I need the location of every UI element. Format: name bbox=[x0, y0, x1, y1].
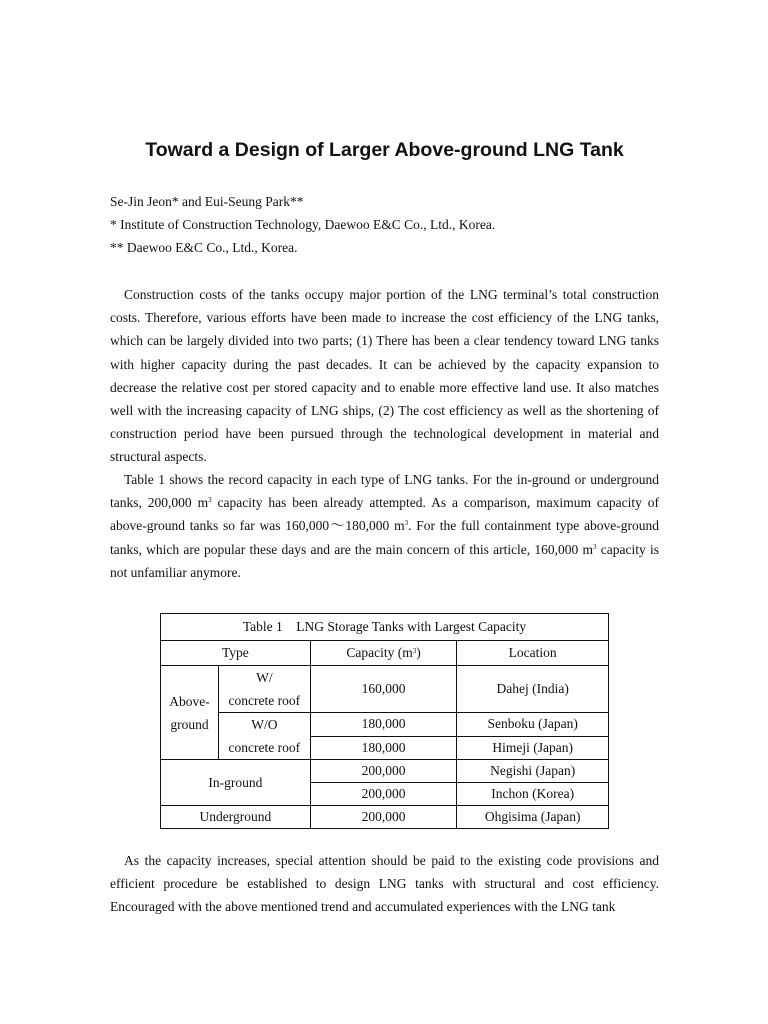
header-location: Location bbox=[457, 641, 609, 666]
superscript-3: 3 bbox=[208, 496, 212, 505]
paragraph-2-part-1: Table 1 shows the record capacity in each type of LNG tanks. For the in-ground or underground tanks, 200,000 m bbox=[110, 472, 659, 511]
table-cell-capacity: 180,000 bbox=[310, 736, 457, 760]
table-1 bbox=[160, 613, 609, 829]
author-block bbox=[110, 190, 659, 259]
above-ground-line-2: ground bbox=[170, 716, 209, 732]
header-capacity-close: ) bbox=[416, 645, 421, 660]
paragraph-2-part-4: capacity is not unfamiliar anymore. bbox=[110, 541, 659, 580]
table-cell-capacity: 200,000 bbox=[310, 760, 457, 783]
paragraph-3 bbox=[110, 849, 659, 919]
paragraph-2-part-3: . For the full containment type above-ground tanks, which are popular these days and are the main concern of this article, 160,000 m bbox=[110, 518, 659, 557]
header-type: Type bbox=[161, 641, 311, 666]
table-cell-location: Himeji (Japan) bbox=[457, 736, 609, 760]
paragraph-1 bbox=[110, 283, 659, 469]
table-cell-location: Dahej (India) bbox=[457, 666, 609, 713]
above-ground-line-1: Above- bbox=[169, 693, 210, 709]
with-roof-line-2: concrete roof bbox=[228, 693, 301, 708]
header-capacity bbox=[310, 641, 457, 666]
table-cell-location: Inchon (Korea) bbox=[457, 783, 609, 806]
paper-title: Toward a Design of Larger Above-ground LNG Tank bbox=[145, 139, 624, 161]
table-caption: Table 1 LNG Storage Tanks with Largest Capacity bbox=[161, 614, 609, 641]
in-ground-label: In-ground bbox=[161, 760, 311, 806]
table-cell-capacity: 180,000 bbox=[310, 713, 457, 737]
without-roof-line-2: concrete roof bbox=[228, 740, 301, 755]
author-names: Se-Jin Jeon* and Eui-Seung Park** bbox=[110, 194, 304, 209]
header-capacity-text: Capacity (m bbox=[346, 645, 413, 660]
paragraph-2-part-2: capacity has been already attempted. As a comparison, maximum capacity of above-ground tanks so far was 160,000～180,000 m bbox=[110, 495, 659, 534]
header-capacity-sup: 3 bbox=[412, 647, 417, 655]
affiliation-2: ** Daewoo E&C Co., Ltd., Korea. bbox=[110, 240, 298, 255]
superscript-3: 3 bbox=[404, 519, 409, 528]
table-cell-capacity: 160,000 bbox=[310, 666, 457, 713]
without-roof-line-1: W/O bbox=[251, 717, 278, 732]
paragraph-2 bbox=[110, 468, 659, 584]
superscript-3: 3 bbox=[593, 542, 597, 551]
table-cell-location: Negishi (Japan) bbox=[457, 760, 609, 783]
table-cell-location: Ohgisima (Japan) bbox=[457, 806, 609, 829]
affiliation-1: * Institute of Construction Technology, Daewoo E&C Co., Ltd., Korea. bbox=[110, 217, 496, 232]
table-cell-capacity: 200,000 bbox=[310, 783, 457, 806]
above-ground-label bbox=[161, 666, 219, 760]
paragraph-1-text: Construction costs of the tanks occupy major portion of the LNG terminal’s total construction costs. Therefore, various efforts have been made to increase the cost efficiency of the LNG tanks, which can be largely divided into two parts; (1) There has been a clear tendency toward LNG tanks with higher capacity during the past decades. It can be achieved by the capacity expansion to decrease the relative cost per stored capacity and to enable more effective land use. It also matches well with the increasing capacity of LNG ships, (2) The cost efficiency as well as the shortening of construction period have been pursued through the technological development in material and structural aspects. bbox=[110, 287, 659, 465]
underground-label: Underground bbox=[161, 806, 311, 829]
lng-capacity-table bbox=[160, 613, 609, 829]
with-roof-line-1: W/ bbox=[256, 670, 273, 685]
table-cell-location: Senboku (Japan) bbox=[457, 713, 609, 737]
paragraph-3-text: As the capacity increases, special attention should be paid to the existing code provisions and efficient procedure be established to design LNG tanks with structural and cost efficiency. Encouraged with the above mentioned trend and accumulated experiences with the LNG tank bbox=[110, 853, 659, 915]
paragraph-2-text bbox=[110, 468, 659, 584]
with-roof-label bbox=[218, 666, 310, 713]
table-cell-capacity: 200,000 bbox=[310, 806, 457, 829]
without-roof-label bbox=[218, 713, 310, 760]
